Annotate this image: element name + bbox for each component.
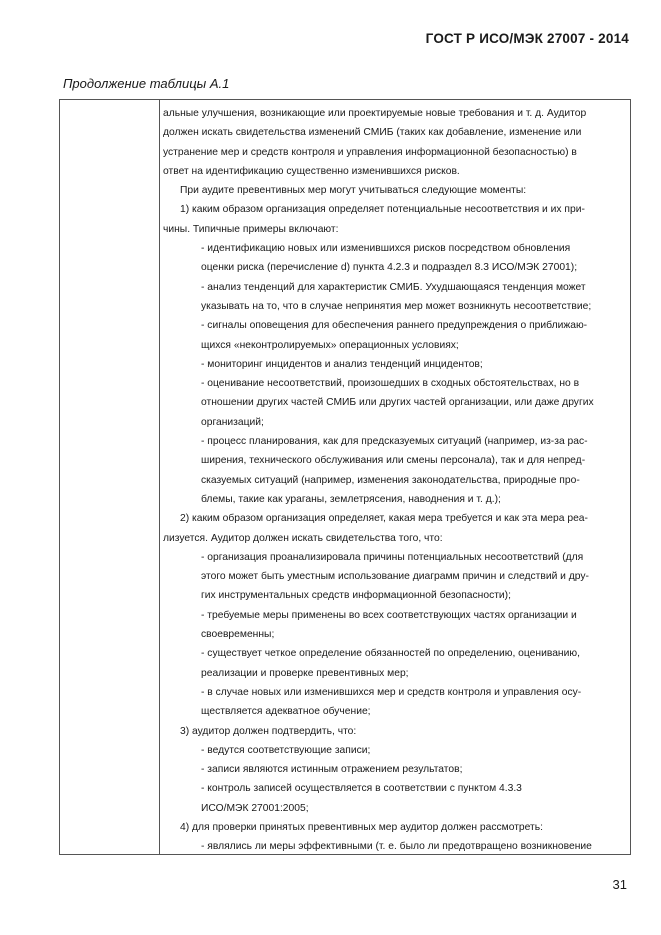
text-line: 1) каким образом организация определяет потенциальные несоответствия и их при- bbox=[180, 204, 585, 216]
column-divider bbox=[159, 100, 160, 854]
text-line: оценки риска (перечисление d) пункта 4.2.3 и подраздел 8.3 ИСО/МЭК 27001); bbox=[201, 262, 578, 274]
text-line: 2) каким образом организация определяет, какая мера требуется и как эта мера реа- bbox=[180, 513, 588, 525]
text-line: гих инструментальных средств информационной безопасности); bbox=[201, 590, 511, 602]
text-line: - организация проанализировала причины потенциальных несоответствий (для bbox=[201, 551, 584, 563]
text-line: 3) аудитор должен подтвердить, что: bbox=[180, 725, 357, 737]
text-line: ществляется адекватное обучение; bbox=[201, 706, 371, 718]
text-line: - оценивание несоответствий, произошедших в сходных обстоятельствах, но в bbox=[201, 378, 580, 390]
table-cell-content bbox=[163, 104, 629, 857]
text-line: - записи являются истинным отражением результатов; bbox=[201, 764, 463, 776]
text-line: - сигналы оповещения для обеспечения раннего предупреждения о приближаю- bbox=[201, 320, 588, 332]
text-line: отношении других частей СМИБ или других частей организации, или даже других bbox=[201, 397, 594, 409]
text-line: сказуемых ситуаций (например, изменения законодательства, природные про- bbox=[201, 474, 580, 486]
text-line: - анализ тенденций для характеристик СМИБ. Ухудшающаяся тенденция может bbox=[201, 281, 586, 293]
text-line: ИСО/МЭК 27001:2005; bbox=[201, 802, 309, 814]
text-line: ответ на идентификацию существенно изменившихся рисков. bbox=[163, 165, 460, 177]
text-line: блемы, такие как ураганы, землетрясения, наводнения и т. д.); bbox=[201, 493, 501, 505]
text-line: должен искать свидетельства изменений СМИБ (таких как добавление, изменение или bbox=[163, 127, 582, 139]
page-number: 31 bbox=[612, 877, 627, 892]
text-line: - требуемые меры применены во всех соответствующих частях организации и bbox=[201, 609, 577, 621]
text-line: альные улучшения, возникающие или проектируемые новые требования и т. д. Аудитор bbox=[163, 108, 587, 119]
text-line: - контроль записей осуществляется в соответствии с пунктом 4.3.3 bbox=[201, 783, 522, 795]
table-caption: Продолжение таблицы А.1 bbox=[63, 76, 230, 91]
text-line: При аудите превентивных мер могут учитываться следующие моменты: bbox=[180, 185, 527, 197]
text-line: своевременны; bbox=[201, 629, 275, 641]
text-line: - процесс планирования, как для предсказуемых ситуаций (например, из-за рас- bbox=[201, 436, 588, 448]
text-line: ширения, технического обслуживания или смены персонала), так и для непред- bbox=[201, 455, 586, 467]
text-line: - существует четкое определение обязанностей по определению, оцениванию, bbox=[201, 648, 580, 660]
text-line: - в случае новых или изменившихся мер и средств контроля и управления осу- bbox=[201, 686, 582, 698]
text-line: чины. Типичные примеры включают: bbox=[163, 223, 339, 235]
text-line: лизуется. Аудитор должен искать свидетельства того, что: bbox=[163, 532, 443, 544]
text-line: реализации и проверке превентивных мер; bbox=[201, 667, 409, 679]
text-line: - мониторинг инцидентов и анализ тенденций инцидентов; bbox=[201, 358, 483, 370]
text-line: указывать на то, что в случае непринятия мер может возникнуть несоответствие; bbox=[201, 300, 592, 312]
table-a1 bbox=[59, 99, 631, 855]
text-line: - являлись ли меры эффективными (т. е. было ли предотвращено возникновение bbox=[201, 841, 592, 853]
text-line: организаций; bbox=[201, 416, 264, 428]
text-line: 4) для проверки принятых превентивных мер аудитор должен рассмотреть: bbox=[180, 821, 543, 833]
text-line: устранение мер и средств контроля и управления информационной безопасностью) в bbox=[163, 146, 577, 158]
text-line: - ведутся соответствующие записи; bbox=[201, 744, 371, 756]
text-line: щихся «неконтролируемых» операционных условиях; bbox=[201, 339, 459, 351]
document-header: ГОСТ Р ИСО/МЭК 27007 - 2014 bbox=[425, 31, 629, 46]
text-line: этого может быть уместным использование диаграмм причин и следствий и дру- bbox=[201, 571, 589, 583]
text-line: - идентификацию новых или изменившихся рисков посредством обновления bbox=[201, 243, 571, 255]
